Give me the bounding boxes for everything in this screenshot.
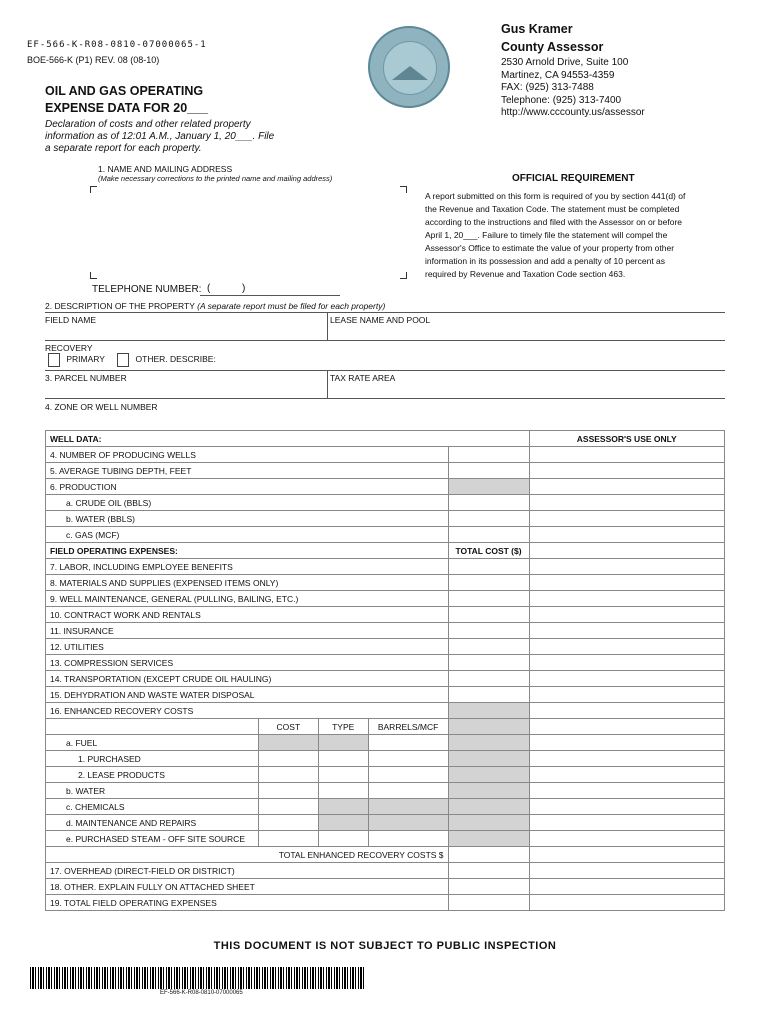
row-label: c. GAS (MCF) <box>46 527 449 543</box>
value-cell[interactable] <box>448 463 529 479</box>
row-label: 11. INSURANCE <box>46 623 449 639</box>
value-cell[interactable] <box>448 671 529 687</box>
assessor-cell <box>529 527 725 543</box>
table-row <box>46 639 725 655</box>
divider <box>45 398 725 399</box>
value-cell <box>448 783 529 799</box>
row-label: 4. NUMBER OF PRODUCING WELLS <box>46 447 449 463</box>
table-row <box>46 687 725 703</box>
total-cost-header: TOTAL COST ($) <box>448 543 529 559</box>
barrels-cell <box>368 815 448 831</box>
type-cell <box>318 735 368 751</box>
zone-label: 4. ZONE OR WELL NUMBER <box>45 402 158 412</box>
table-row <box>46 719 725 735</box>
declaration-line: information as of 12:01 A.M., January 1, 20___. File <box>45 131 275 142</box>
table-row <box>46 655 725 671</box>
assessor-cell <box>529 543 725 559</box>
value-cell[interactable] <box>448 527 529 543</box>
table-row <box>46 463 725 479</box>
table-row <box>46 607 725 623</box>
assessor-cell <box>529 671 725 687</box>
cost-cell[interactable] <box>258 831 318 847</box>
assessor-cell <box>529 591 725 607</box>
assessor-cell <box>529 799 725 815</box>
official-line: April 1, 20___. Failure to timely file the statement will compel the <box>425 230 668 240</box>
type-cell[interactable] <box>318 831 368 847</box>
official-line: Assessor's Office to estimate the value of your property from other <box>425 243 675 253</box>
website-link[interactable]: http://www.cccounty.us/assessor <box>501 107 645 118</box>
row-label: 7. LABOR, INCLUDING EMPLOYEE BENEFITS <box>46 559 449 575</box>
value-cell[interactable] <box>448 511 529 527</box>
barrels-cell[interactable] <box>368 767 448 783</box>
table-row <box>46 879 725 895</box>
assessor-cell <box>529 623 725 639</box>
official-text <box>425 190 725 281</box>
county-seal <box>368 26 450 108</box>
value-cell[interactable] <box>448 575 529 591</box>
table-row <box>46 495 725 511</box>
official-heading: OFFICIAL REQUIREMENT <box>512 173 635 184</box>
address-corner-br <box>400 272 407 279</box>
row-label: b. WATER (BBLS) <box>46 511 449 527</box>
row-label: 19. TOTAL FIELD OPERATING EXPENSES <box>46 895 449 911</box>
assessor-cell <box>529 655 725 671</box>
assessor-cell <box>529 831 725 847</box>
assessor-contact <box>501 57 645 120</box>
value-cell <box>448 751 529 767</box>
cost-header: COST <box>258 719 318 735</box>
type-cell <box>318 799 368 815</box>
row-label: 2. LEASE PRODUCTS <box>46 767 259 783</box>
type-cell[interactable] <box>318 751 368 767</box>
barcode-image <box>30 967 365 989</box>
official-line: A report submitted on this form is required of you by section 441(d) of <box>425 191 686 201</box>
address-line2: Martinez, CA 94553-4359 <box>501 69 615 81</box>
assessor-cell <box>529 735 725 751</box>
value-cell <box>448 479 529 495</box>
barrels-cell[interactable] <box>368 783 448 799</box>
tax-rate-label: TAX RATE AREA <box>330 373 396 383</box>
table-row <box>46 847 725 863</box>
cost-cell[interactable] <box>258 767 318 783</box>
official-line: information in its possession and add a penalty of 10 percent as <box>425 256 666 266</box>
divider <box>45 340 725 341</box>
section2-title: 2. DESCRIPTION OF THE PROPERTY <box>45 301 195 311</box>
row-label: 18. OTHER. EXPLAIN FULLY ON ATTACHED SHEET <box>46 879 449 895</box>
value-cell[interactable] <box>448 447 529 463</box>
total-enhanced-label: TOTAL ENHANCED RECOVERY COSTS $ <box>46 847 449 863</box>
type-cell <box>318 815 368 831</box>
value-cell[interactable] <box>448 623 529 639</box>
field-name-label: FIELD NAME <box>45 315 97 325</box>
section1-label: 1. NAME AND MAILING ADDRESS <box>98 164 233 174</box>
primary-checkbox[interactable] <box>48 353 60 367</box>
table-row <box>46 831 725 847</box>
row-label: 13. COMPRESSION SERVICES <box>46 655 449 671</box>
recovery-label: RECOVERY <box>45 343 93 353</box>
cost-cell[interactable] <box>258 815 318 831</box>
section2-note: (A separate report must be filed for each property) <box>197 301 386 311</box>
form-title-line1: OIL AND GAS OPERATING <box>45 84 204 98</box>
table-row <box>46 591 725 607</box>
public-inspection-notice: THIS DOCUMENT IS NOT SUBJECT TO PUBLIC INSPECTION <box>213 940 557 952</box>
address-line1: 2530 Arnold Drive, Suite 100 <box>501 57 629 68</box>
assessor-title: County Assessor <box>501 40 604 54</box>
assessor-cell <box>529 607 725 623</box>
value-cell[interactable] <box>448 847 529 863</box>
barrels-cell[interactable] <box>368 735 448 751</box>
type-cell[interactable] <box>318 783 368 799</box>
table-row <box>46 431 725 447</box>
assessor-cell <box>529 463 725 479</box>
barrels-cell[interactable] <box>368 751 448 767</box>
assessor-cell <box>529 751 725 767</box>
row-label: 14. TRANSPORTATION (EXCEPT CRUDE OIL HAULING) <box>46 671 449 687</box>
cost-cell[interactable] <box>258 751 318 767</box>
row-label: e. PURCHASED STEAM - OFF SITE SOURCE <box>46 831 259 847</box>
assessor-cell <box>529 703 725 719</box>
assessor-cell <box>529 495 725 511</box>
fax: FAX: (925) 313-7488 <box>501 82 594 93</box>
table-row <box>46 623 725 639</box>
row-label: 5. AVERAGE TUBING DEPTH, FEET <box>46 463 449 479</box>
value-cell <box>448 799 529 815</box>
divider <box>327 312 328 340</box>
row-label: c. CHEMICALS <box>46 799 259 815</box>
primary-label: PRIMARY <box>66 354 105 365</box>
table-row <box>46 895 725 911</box>
value-cell[interactable] <box>448 559 529 575</box>
divider <box>45 370 725 371</box>
type-cell[interactable] <box>318 767 368 783</box>
table-row <box>46 767 725 783</box>
assessor-cell <box>529 447 725 463</box>
table-row <box>46 543 725 559</box>
value-cell <box>448 767 529 783</box>
table-row <box>46 527 725 543</box>
address-corner-bl <box>90 272 97 279</box>
table-row <box>46 575 725 591</box>
assessor-cell <box>529 511 725 527</box>
value-cell[interactable] <box>448 687 529 703</box>
value-cell[interactable] <box>448 879 529 895</box>
row-label: 1. PURCHASED <box>46 751 259 767</box>
type-header: TYPE <box>318 719 368 735</box>
declaration-line: Declaration of costs and other related property <box>45 119 251 130</box>
cost-cell[interactable] <box>258 783 318 799</box>
official-line: required by Revenue and Taxation Code section 463. <box>425 269 626 279</box>
declaration-line: a separate report for each property. <box>45 143 202 154</box>
table-row <box>46 671 725 687</box>
value-cell <box>448 719 529 735</box>
value-cell <box>448 735 529 751</box>
assessor-cell <box>529 639 725 655</box>
telephone-label: TELEPHONE NUMBER: <box>92 284 202 295</box>
row-label: 6. PRODUCTION <box>46 479 449 495</box>
lease-name-label: LEASE NAME AND POOL <box>330 315 431 325</box>
assessor-cell <box>529 767 725 783</box>
form-code: BOE-566-K (P1) REV. 08 (08-10) <box>27 55 160 65</box>
telephone-paren-open: ( <box>207 283 211 294</box>
value-cell <box>448 831 529 847</box>
official-line: the Revenue and Taxation Code. The statement must be completed <box>425 204 680 214</box>
value-cell[interactable] <box>448 639 529 655</box>
divider <box>327 370 328 398</box>
parcel-label: 3. PARCEL NUMBER <box>45 373 127 383</box>
telephone: Telephone: (925) 313-7400 <box>501 94 622 106</box>
declaration <box>45 119 274 155</box>
row-label: 8. MATERIALS AND SUPPLIES (EXPENSED ITEMS ONLY) <box>46 575 449 591</box>
well-data-header: WELL DATA: <box>46 431 530 447</box>
form-id: EF-566-K-R08-0810-07000065-1 <box>27 40 207 50</box>
assessor-cell <box>529 895 725 911</box>
expense-table <box>45 430 725 911</box>
table-row <box>46 815 725 831</box>
value-cell <box>448 703 529 719</box>
section2-label <box>45 301 385 311</box>
other-checkbox[interactable] <box>117 353 129 367</box>
blank-cell <box>46 719 259 735</box>
divider <box>45 312 725 313</box>
assessor-cell <box>529 879 725 895</box>
value-cell <box>448 815 529 831</box>
field-expenses-header: FIELD OPERATING EXPENSES: <box>46 543 449 559</box>
form-title-line2: EXPENSE DATA FOR 20___ <box>45 101 209 115</box>
value-cell[interactable] <box>448 607 529 623</box>
assessor-cell <box>529 559 725 575</box>
cost-cell <box>258 735 318 751</box>
table-row <box>46 479 725 495</box>
assessor-name: Gus Kramer <box>501 22 573 36</box>
assessor-cell <box>529 815 725 831</box>
barrels-header: BARRELS/MCF <box>368 719 448 735</box>
table-row <box>46 783 725 799</box>
row-label: 9. WELL MAINTENANCE, GENERAL (PULLING, BAILING, ETC.) <box>46 591 449 607</box>
barcode-text: EF-566-K-R08-0810-07000065 <box>160 990 243 996</box>
assessors-use-header: ASSESSOR'S USE ONLY <box>529 431 725 447</box>
row-label: a. CRUDE OIL (BBLS) <box>46 495 449 511</box>
value-cell[interactable] <box>448 591 529 607</box>
recovery-options <box>48 353 216 367</box>
telephone-field[interactable] <box>200 295 340 296</box>
row-label: 16. ENHANCED RECOVERY COSTS <box>46 703 449 719</box>
barrels-cell[interactable] <box>368 831 448 847</box>
table-row <box>46 735 725 751</box>
value-cell[interactable] <box>448 495 529 511</box>
table-row <box>46 447 725 463</box>
row-label: 10. CONTRACT WORK AND RENTALS <box>46 607 449 623</box>
telephone-paren-close: ) <box>242 283 246 294</box>
table-row <box>46 751 725 767</box>
official-line: according to the instructions and filed with the Assessor on or before <box>425 217 683 227</box>
section1-note: (Make necessary corrections to the printed name and mailing address) <box>98 174 333 183</box>
assessor-cell <box>529 575 725 591</box>
assessor-cell <box>529 719 725 735</box>
address-corner-tl <box>90 186 97 193</box>
other-label: OTHER. DESCRIBE: <box>135 354 216 365</box>
table-row <box>46 863 725 879</box>
row-label: 17. OVERHEAD (DIRECT-FIELD OR DISTRICT) <box>46 863 449 879</box>
value-cell[interactable] <box>448 895 529 911</box>
row-label: b. WATER <box>46 783 259 799</box>
row-label: 15. DEHYDRATION AND WASTE WATER DISPOSAL <box>46 687 449 703</box>
table-row <box>46 559 725 575</box>
cost-cell[interactable] <box>258 799 318 815</box>
assessor-cell <box>529 847 725 863</box>
barrels-cell <box>368 799 448 815</box>
assessor-cell <box>529 479 725 495</box>
value-cell[interactable] <box>448 655 529 671</box>
address-corner-tr <box>400 186 407 193</box>
table-row <box>46 511 725 527</box>
value-cell[interactable] <box>448 863 529 879</box>
table-row <box>46 799 725 815</box>
row-label: 12. UTILITIES <box>46 639 449 655</box>
assessor-cell <box>529 863 725 879</box>
table-row <box>46 703 725 719</box>
row-label: d. MAINTENANCE AND REPAIRS <box>46 815 259 831</box>
row-label: a. FUEL <box>46 735 259 751</box>
assessor-cell <box>529 783 725 799</box>
assessor-cell <box>529 687 725 703</box>
